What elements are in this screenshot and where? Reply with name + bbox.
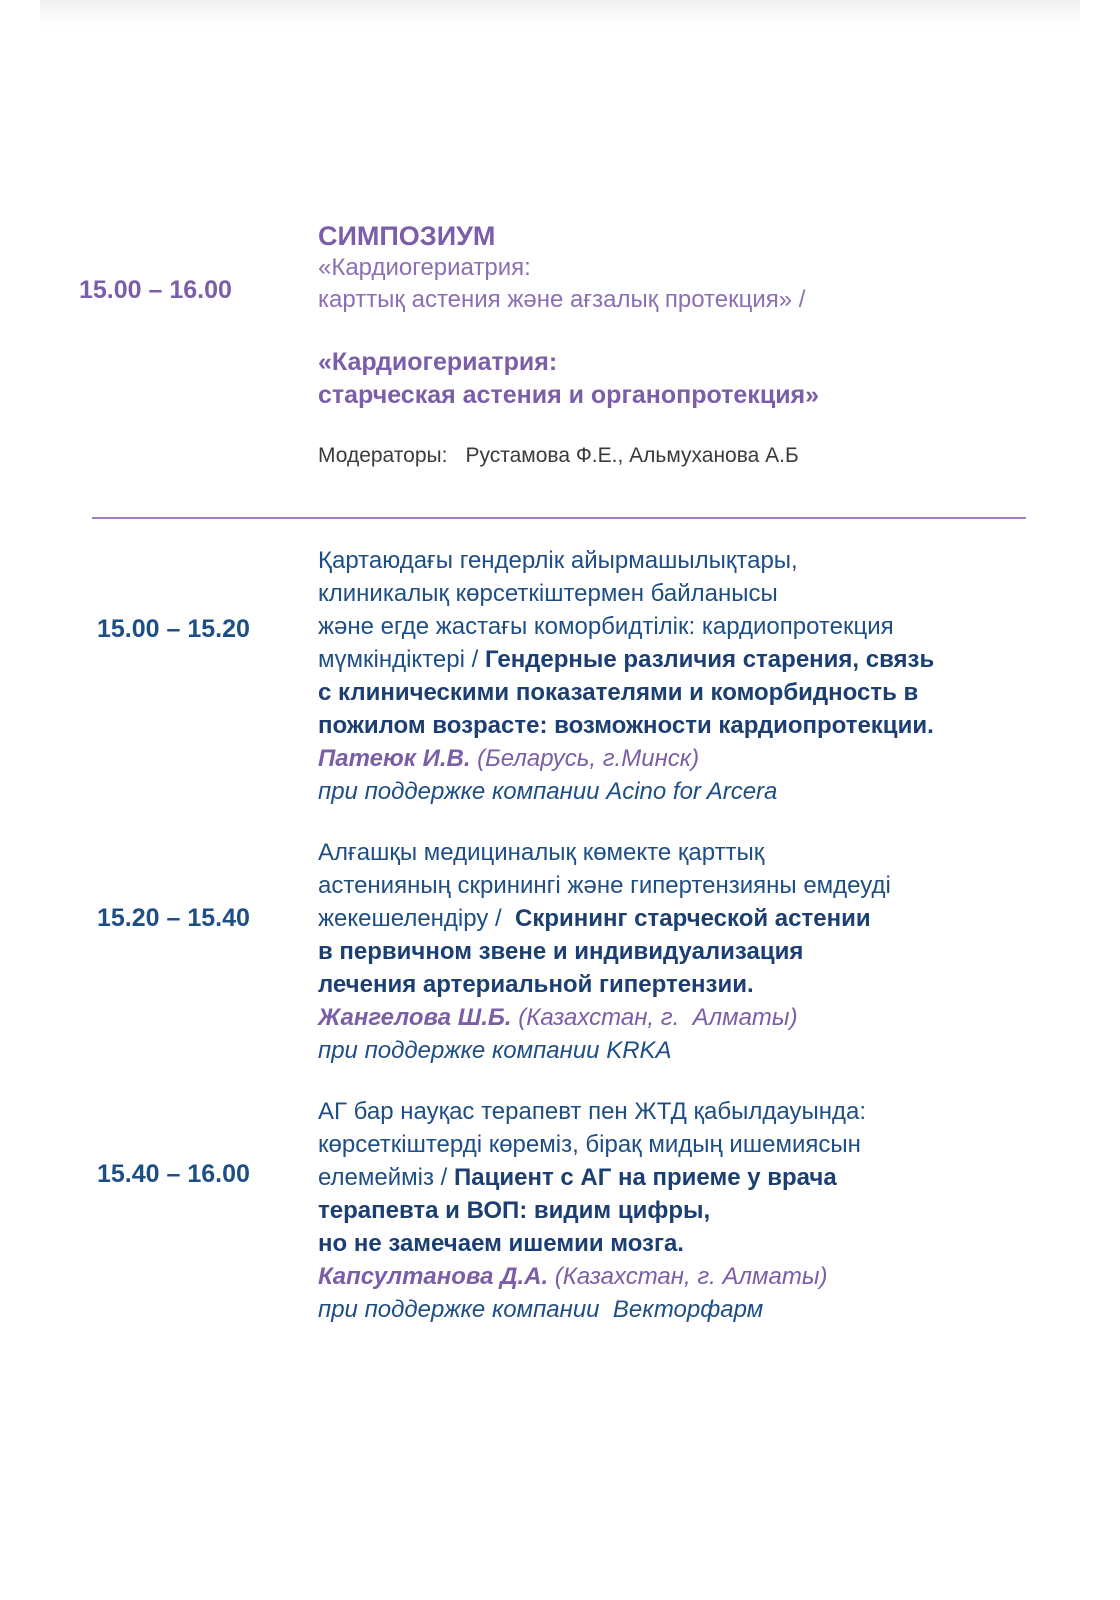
- talk-kz-line: АГ бар науқас терапевт пен ЖТД қабылдауында:: [318, 1098, 867, 1125]
- talk-speaker: Жангелова Ш.Б.: [318, 1004, 512, 1031]
- symposium-title-ru-line1: «Кардиогериатрия:: [318, 348, 558, 376]
- talk-kz-line: астенияның скринингі және гипертензияны емдеуді: [318, 872, 891, 899]
- talk-ru-line: пожилом возрасте: возможности кардиопротекции.: [318, 712, 934, 739]
- talk-time: 15.00 – 15.20: [97, 615, 250, 643]
- page-edge-shadow: [40, 0, 1080, 28]
- talk-kz-line: клиникалық көрсеткіштермен байланысы: [318, 580, 778, 607]
- talk-kz-line: Қартаюдағы гендерлік айырмашылықтары,: [318, 547, 798, 574]
- symposium-title-ru: [318, 346, 1078, 412]
- talk-kz-line: көрсеткіштерді көреміз, бірақ мидың ишемиясын: [318, 1131, 861, 1158]
- symposium-header: [318, 220, 1078, 468]
- talk-item: [318, 544, 1038, 808]
- symposium-title-kz-line1: «Кардиогериатрия:: [318, 254, 531, 281]
- talk-kz-line: Алғашқы медициналық көмекте қарттық: [318, 839, 765, 866]
- talk-ru-title: Скрининг старческой астении: [515, 905, 871, 932]
- moderators-label: Модераторы:: [318, 444, 448, 467]
- talk-ru-line: лечения артериальной гипертензии.: [318, 971, 754, 998]
- talk-ru-line: в первичном звене и индивидуализация: [318, 938, 804, 965]
- talk-time: 15.20 – 15.40: [97, 904, 250, 932]
- talk-item: [318, 836, 1038, 1067]
- talk-speaker: Капсултанова Д.А.: [318, 1263, 549, 1290]
- talk-support: при поддержке компании Векторфарм: [318, 1296, 764, 1323]
- talk-location: (Казахстан, г. Алматы): [548, 1263, 828, 1290]
- talk-location: (Беларусь, г.Минск): [470, 745, 700, 772]
- talk-ru-title: Гендерные различия старения, связь: [484, 646, 935, 673]
- symposium-title: СИМПОЗИУМ: [318, 221, 496, 251]
- talk-support: при поддержке компании Acino for Arcera: [318, 778, 778, 805]
- talk-ru-title: Пациент с АГ на приеме у врача: [454, 1164, 837, 1191]
- talk-location: (Казахстан, г. Алматы): [511, 1004, 798, 1031]
- talk-item: [318, 1095, 1038, 1326]
- talk-ru-line: с клиническими показателями и коморбидность в: [318, 679, 919, 706]
- talk-support: при поддержке компании KRKA: [318, 1037, 672, 1064]
- talk-ru-line: но не замечаем ишемии мозга.: [318, 1230, 684, 1257]
- moderators-names: Рустамова Ф.Е., Альмуханова А.Б: [465, 444, 799, 467]
- symposium-title-kz-line2: карттық астения және ағзалық протекция» /: [318, 286, 806, 313]
- talk-kz-line: мүмкіндіктері /: [318, 646, 485, 673]
- talk-ru-line: терапевта и ВОП: видим цифры,: [318, 1197, 711, 1224]
- talk-kz-line: жекешелендіру /: [318, 905, 516, 932]
- talk-time: 15.40 – 16.00: [97, 1160, 250, 1188]
- section-divider: [92, 517, 1026, 519]
- talk-speaker-line: [318, 1001, 1038, 1034]
- symposium-title-ru-line2: старческая астения и органопротекция»: [318, 381, 820, 409]
- talk-speaker-line: [318, 742, 1038, 775]
- talk-speaker-line: [318, 1260, 1038, 1293]
- talk-speaker: Патеюк И.В.: [318, 745, 471, 772]
- symposium-time: 15.00 – 16.00: [79, 276, 232, 304]
- talk-kz-line: және егде жастағы коморбидтілік: кардиопротекция: [318, 613, 894, 640]
- moderators: [318, 444, 1078, 468]
- talk-kz-line: елемейміз /: [318, 1164, 454, 1191]
